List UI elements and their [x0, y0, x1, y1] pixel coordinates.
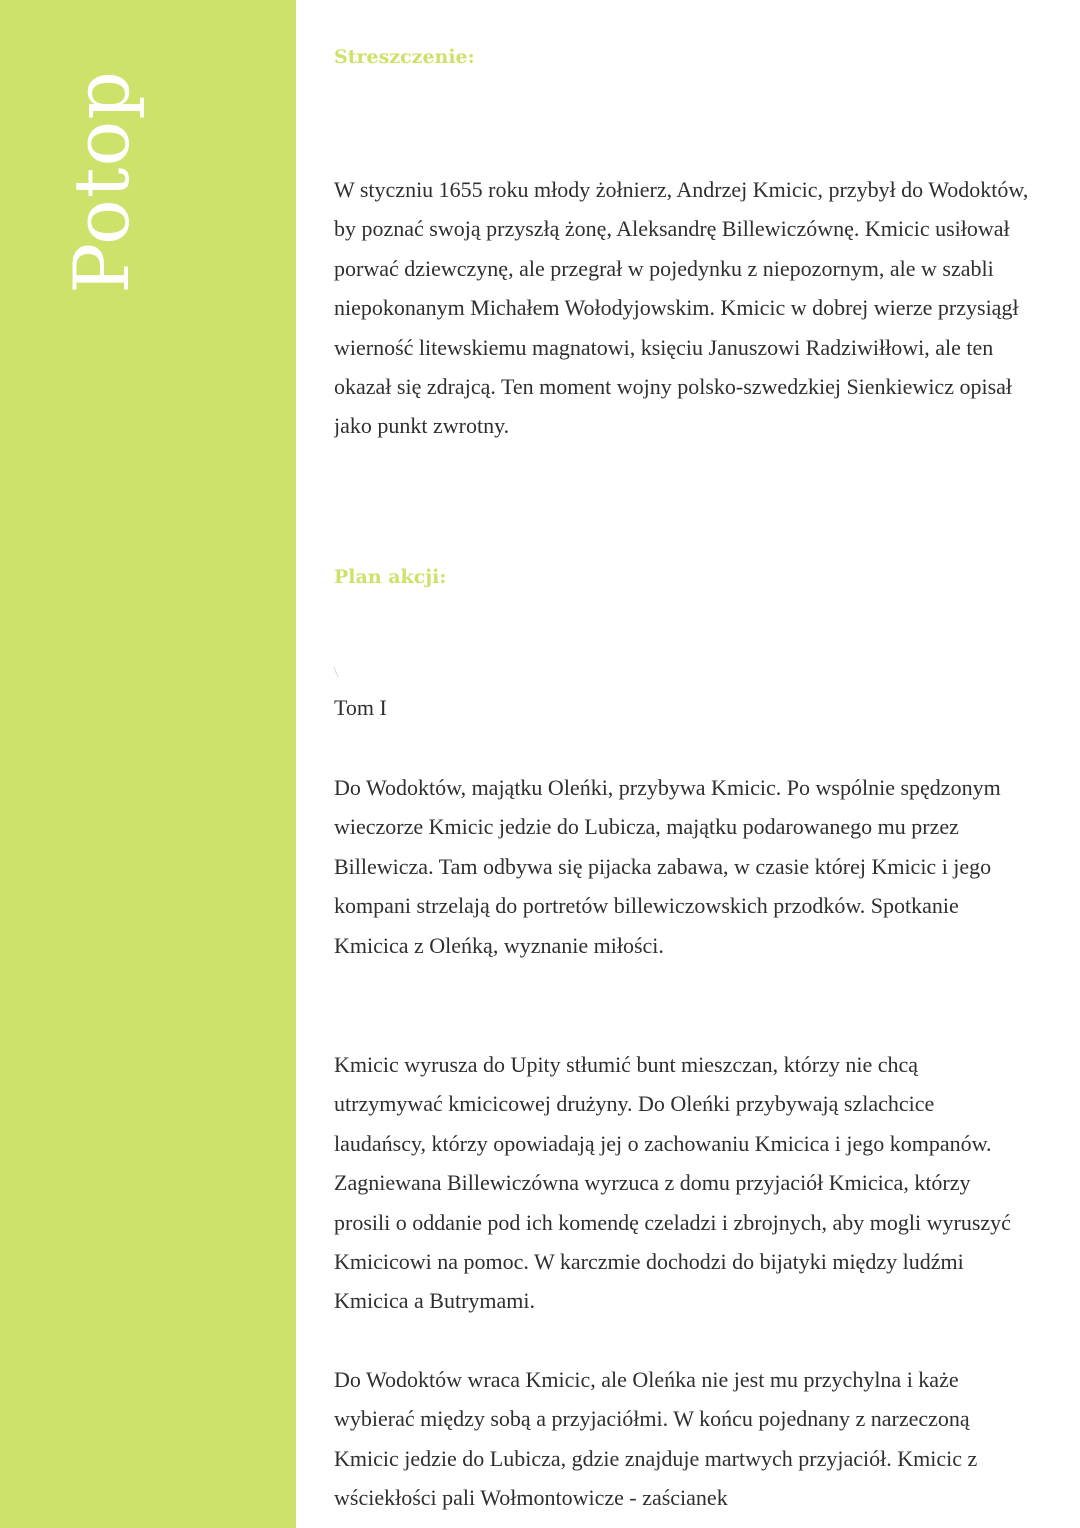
summary-paragraph: W styczniu 1655 roku młody żołnierz, Andrzej Kmicic, przybył do Wodoktów, by poznać swoją przyszłą żonę, Aleksandrę Billewiczównę. Kmicic usiłował porwać dziewczynę, ale przegrał w pojedynku z niepozornym, ale w szabli niepokonanym Michałem Wołodyjowskim. Kmicic w dobrej wierze przysiągł wierność litewskiemu magnatowi, księciu Januszowi Radziwiłłowi, ale ten okazał się zdrajcą. Ten moment wojny polsko-szwedzkiej Sienkiewicz opisał jako punkt zwrotny.: [334, 177, 1029, 439]
book-title: Potop: [57, 70, 146, 294]
volume-label: Tom I: [334, 695, 387, 720]
summary-heading: Streszczenie:: [334, 46, 475, 68]
stray-mark: [334, 664, 339, 677]
plan-heading: Plan akcji:: [334, 566, 447, 588]
sidebar: [0, 0, 296, 1528]
plan-paragraph-1: Do Wodoktów, majątku Oleńki, przybywa Kmicic. Po wspólnie spędzonym wieczorze Kmicic jedzie do Lubicza, majątku podarowanego mu przez Billewicza. Tam odbywa się pijacka zabawa, w czasie której Kmicic i jego kompani strzelają do portretów billewiczowskich przodków. Spotkanie Kmicica z Oleńką, wyznanie miłości.: [334, 775, 1001, 958]
plan-paragraph-3: Do Wodoktów wraca Kmicic, ale Oleńka nie jest mu przychylna i każe wybierać między sobą a przyjaciółmi. W końcu pojednany z narzeczoną Kmicic jedzie do Lubicza, gdzie znajduje martwych przyjaciół. Kmicic z wściekłości pali Wołmontowicze - zaścianek: [334, 1367, 978, 1511]
content-column: [334, 0, 1034, 1528]
plan-paragraph-2: Kmicic wyrusza do Upity stłumić bunt mieszczan, którzy nie chcą utrzymywać kmicicowej drużyny. Do Oleńki przybywają szlachcice laudańscy, którzy opowiadają jej o zachowaniu Kmicica i jego kompanów. Zagniewana Billewiczówna wyrzuca z domu przyjaciół Kmicica, którzy prosili o oddanie pod ich komendę czeladzi i zbrojnych, aby mogli wyruszyć Kmicicowi na pomoc. W karczmie dochodzi do bijatyki między ludźmi Kmicica a Butrymami.: [334, 1052, 1011, 1314]
